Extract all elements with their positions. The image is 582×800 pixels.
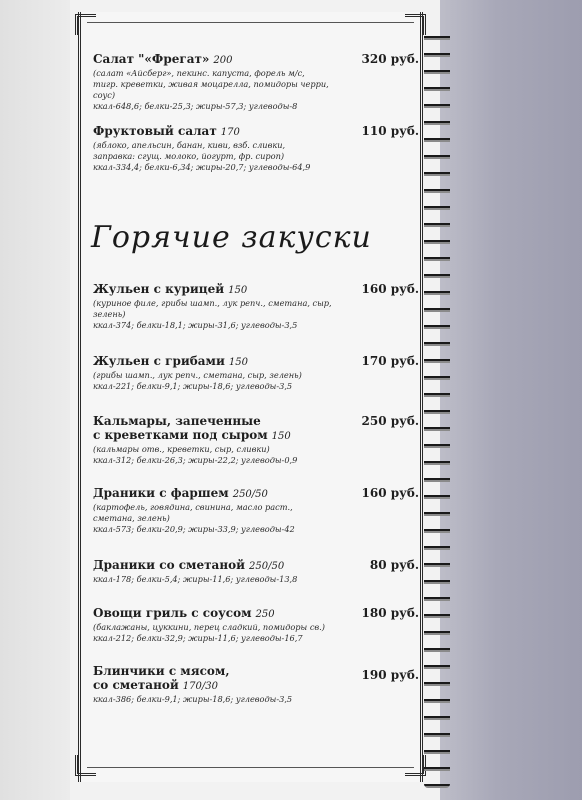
scan-shadow-right: [440, 0, 582, 800]
ornament-corner-icon: [75, 755, 96, 776]
item-weight: 250: [255, 609, 275, 620]
item-description: (картофель, говядина, свинина, масло раст., сметана, зелень): [93, 502, 293, 523]
menu-item: [93, 124, 419, 173]
item-description: (куриное филе, грибы шамп., лук репч., сметана, сыр, зелень): [93, 298, 332, 319]
item-weight: 150: [271, 431, 291, 442]
item-name: Жульен с грибами 150: [93, 354, 248, 368]
item-price: 160 руб.: [361, 282, 419, 296]
item-name: Фруктовый салат 170: [93, 124, 240, 138]
menu-item: [93, 414, 419, 466]
menu-item: [93, 354, 419, 392]
menu-item: [93, 52, 419, 112]
item-price: 190 руб.: [361, 668, 419, 682]
item-weight: 250/50: [232, 489, 268, 500]
menu-item: [93, 282, 419, 331]
item-nutrition: ккал-221; белки-9,1; жиры-18,6; углеводы-3,5: [93, 381, 293, 391]
section-heading: Горячие закуски: [91, 220, 372, 255]
item-name: Жульен с курицей 150: [93, 282, 248, 296]
item-name: Драники со сметаной 250/50: [93, 558, 285, 572]
item-nutrition: ккал-312; белки-26,3; жиры-22,2; углеводы-0,9: [93, 455, 298, 465]
item-nutrition: ккал-334,4; белки-6,34; жиры-20,7; углеводы-64,9: [93, 162, 311, 172]
item-nutrition: ккал-648,6; белки-25,3; жиры-57,3; углеводы-8: [93, 101, 298, 111]
item-price: 320 руб.: [361, 52, 419, 66]
item-weight: 150: [228, 357, 248, 368]
ornament-corner-icon: [405, 14, 426, 35]
menu-item: [93, 486, 419, 535]
menu-item: [93, 606, 419, 644]
item-description: (баклажаны, цуккини, перец сладкий, помидоры св.): [93, 622, 325, 632]
item-description: (кальмары отв., креветки, сыр, сливки): [93, 444, 270, 454]
item-description: (грибы шамп., лук репч., сметана, сыр, зелень): [93, 370, 302, 380]
ornament-corner-icon: [405, 755, 426, 776]
menu-page: [78, 12, 423, 782]
item-nutrition: ккал-178; белки-5,4; жиры-11,6; углеводы-13,8: [93, 574, 298, 584]
item-weight: 170: [220, 127, 240, 138]
item-description: (яблоко, апельсин, банан, киви, взб. сливки, заправка: сгущ. молоко, йогурт, фр. сироп): [93, 140, 286, 161]
menu-item: [93, 558, 419, 585]
ornament-corner-icon: [75, 14, 96, 35]
item-nutrition: ккал-386; белки-9,1; жиры-18,6; углеводы-3,5: [93, 694, 293, 704]
spiral-binding-icon: [424, 28, 450, 788]
menu-item: [93, 664, 419, 705]
item-weight: 200: [213, 55, 233, 66]
item-nutrition: ккал-212; белки-32,9; жиры-11,6; углеводы-16,7: [93, 633, 303, 643]
item-nutrition: ккал-573; белки-20,9; жиры-33,9; углеводы-42: [93, 524, 295, 534]
item-name: Драники с фаршем 250/50: [93, 486, 268, 500]
item-name: Блинчики с мясом, со сметаной 170/30: [93, 664, 230, 692]
item-weight: 170/30: [182, 681, 218, 692]
item-name: Салат "«Фрегат» 200: [93, 52, 233, 66]
item-price: 80 руб.: [369, 558, 419, 572]
item-description: (салат «Айсберг», пекинс. капуста, форель м/с, тигр. креветки, живая моцарелла, помидоры черри, соус): [93, 68, 329, 100]
item-name: Кальмары, запеченные с креветками под сыром 150: [93, 414, 291, 442]
item-price: 170 руб.: [361, 354, 419, 368]
item-weight: 250/50: [249, 561, 285, 572]
item-price: 180 руб.: [361, 606, 419, 620]
item-weight: 150: [228, 285, 248, 296]
item-name: Овощи гриль с соусом 250: [93, 606, 275, 620]
item-price: 160 руб.: [361, 486, 419, 500]
item-price: 250 руб.: [361, 414, 419, 428]
item-price: 110 руб.: [361, 124, 419, 138]
scan-margin-left: [0, 0, 70, 800]
item-nutrition: ккал-374; белки-18,1; жиры-31,6; углеводы-3,5: [93, 320, 298, 330]
